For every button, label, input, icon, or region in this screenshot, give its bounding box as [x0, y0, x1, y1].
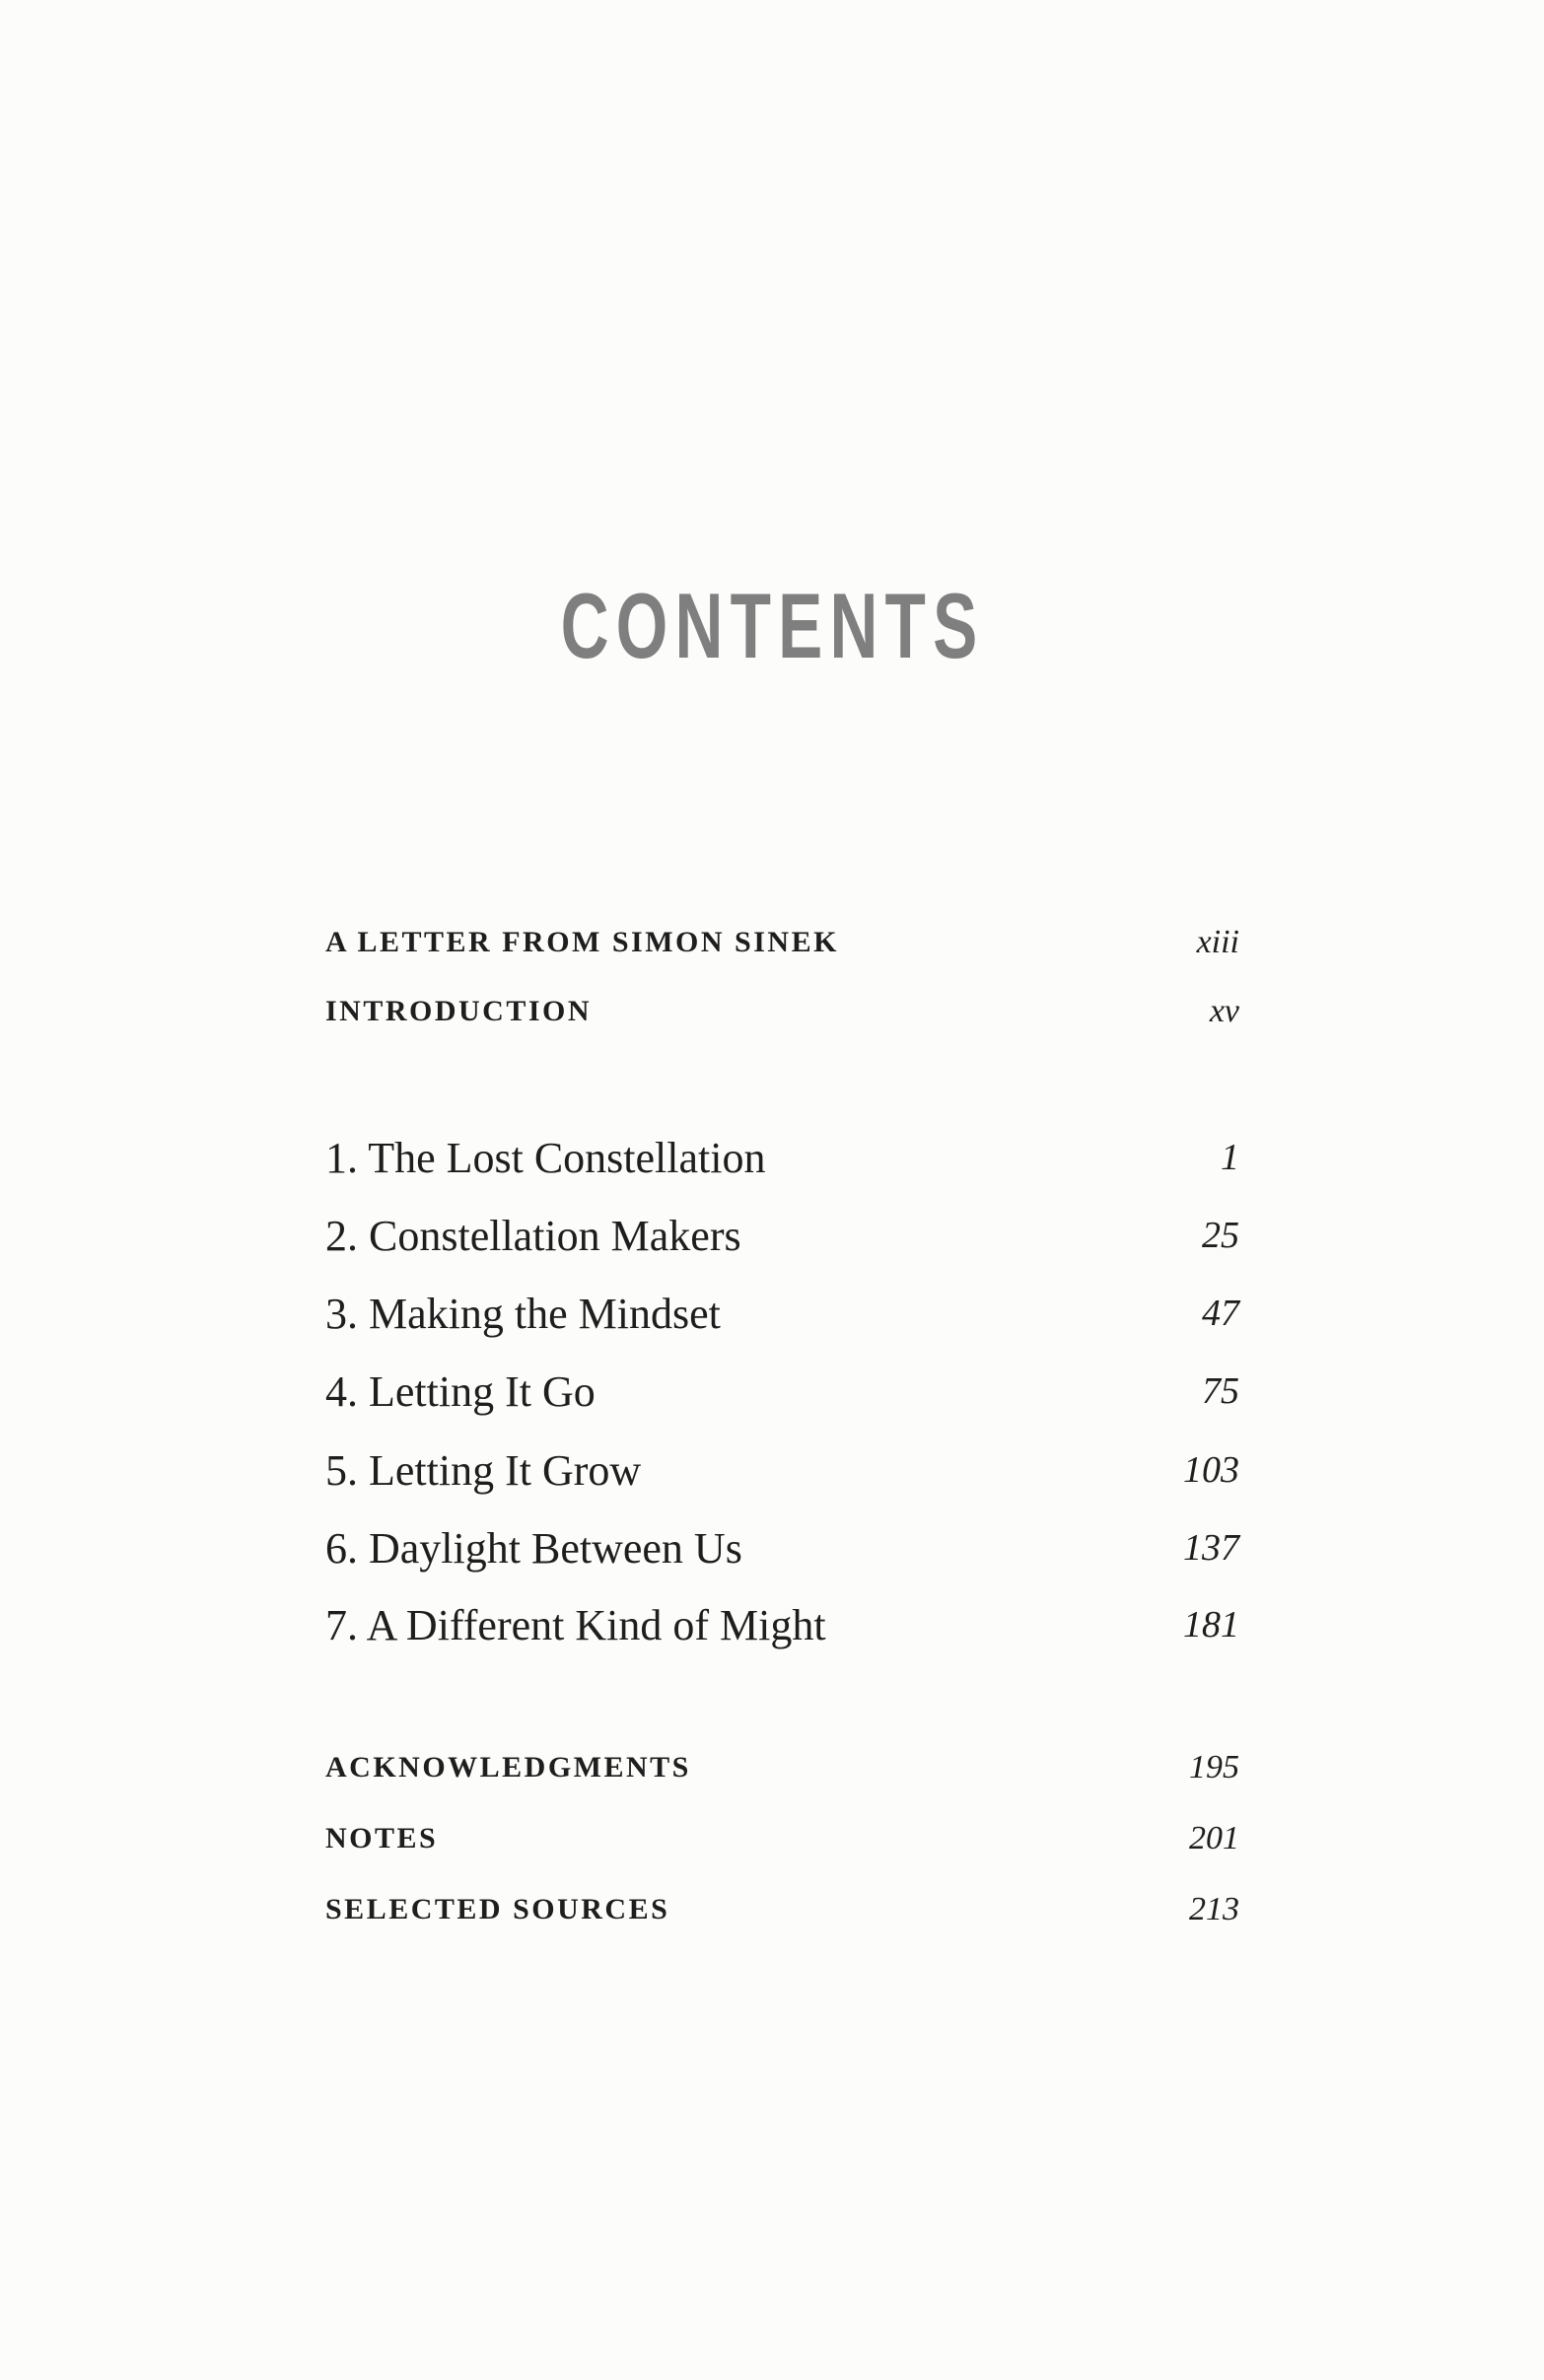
chapter-page: 103	[1183, 1449, 1239, 1491]
chapter-title: 3. Making the Mindset	[325, 1289, 721, 1338]
contents-heading: CONTENTS	[560, 574, 984, 677]
chapter-title: 6. Daylight Between Us	[325, 1523, 742, 1573]
chapter-page: 181	[1183, 1604, 1239, 1645]
entry-label: INTRODUCTION	[325, 995, 593, 1027]
chapter-page: 25	[1202, 1215, 1239, 1256]
toc-chapter	[325, 1362, 1239, 1421]
chapter-page: 137	[1183, 1527, 1239, 1569]
entry-page: 213	[1189, 1891, 1239, 1927]
toc-entry-acknowledgments	[325, 1738, 1239, 1797]
chapter-title: 5. Letting It Grow	[325, 1445, 642, 1495]
entry-page: 201	[1189, 1820, 1239, 1856]
entry-label: NOTES	[325, 1822, 439, 1855]
page-title	[0, 574, 1544, 677]
toc-chapter	[325, 1595, 1239, 1654]
chapter-title: 2. Constellation Makers	[325, 1211, 741, 1260]
toc-entry-letter	[325, 913, 1239, 972]
toc-chapter	[325, 1284, 1239, 1343]
entry-label: ACKNOWLEDGMENTS	[325, 1751, 691, 1784]
chapter-page: 47	[1202, 1293, 1239, 1334]
entry-label: A LETTER FROM SIMON SINEK	[325, 926, 839, 958]
entry-label: SELECTED SOURCES	[325, 1893, 670, 1925]
toc-entry-introduction	[325, 982, 1239, 1041]
chapter-title: 7. A Different Kind of Might	[325, 1600, 826, 1649]
toc-entry-selected-sources	[325, 1880, 1239, 1939]
chapter-title: 1. The Lost Constellation	[325, 1133, 766, 1182]
chapter-page: 1	[1221, 1137, 1239, 1178]
toc-entry-notes	[325, 1809, 1239, 1868]
chapter-page: 75	[1202, 1370, 1239, 1412]
entry-page: 195	[1189, 1749, 1239, 1785]
entry-page: xiii	[1196, 924, 1239, 960]
toc-chapter	[325, 1518, 1239, 1577]
toc-chapter	[325, 1440, 1239, 1500]
toc-chapter	[325, 1206, 1239, 1265]
entry-page: xv	[1209, 993, 1239, 1029]
chapter-title: 4. Letting It Go	[325, 1366, 596, 1416]
toc-chapter	[325, 1128, 1239, 1187]
